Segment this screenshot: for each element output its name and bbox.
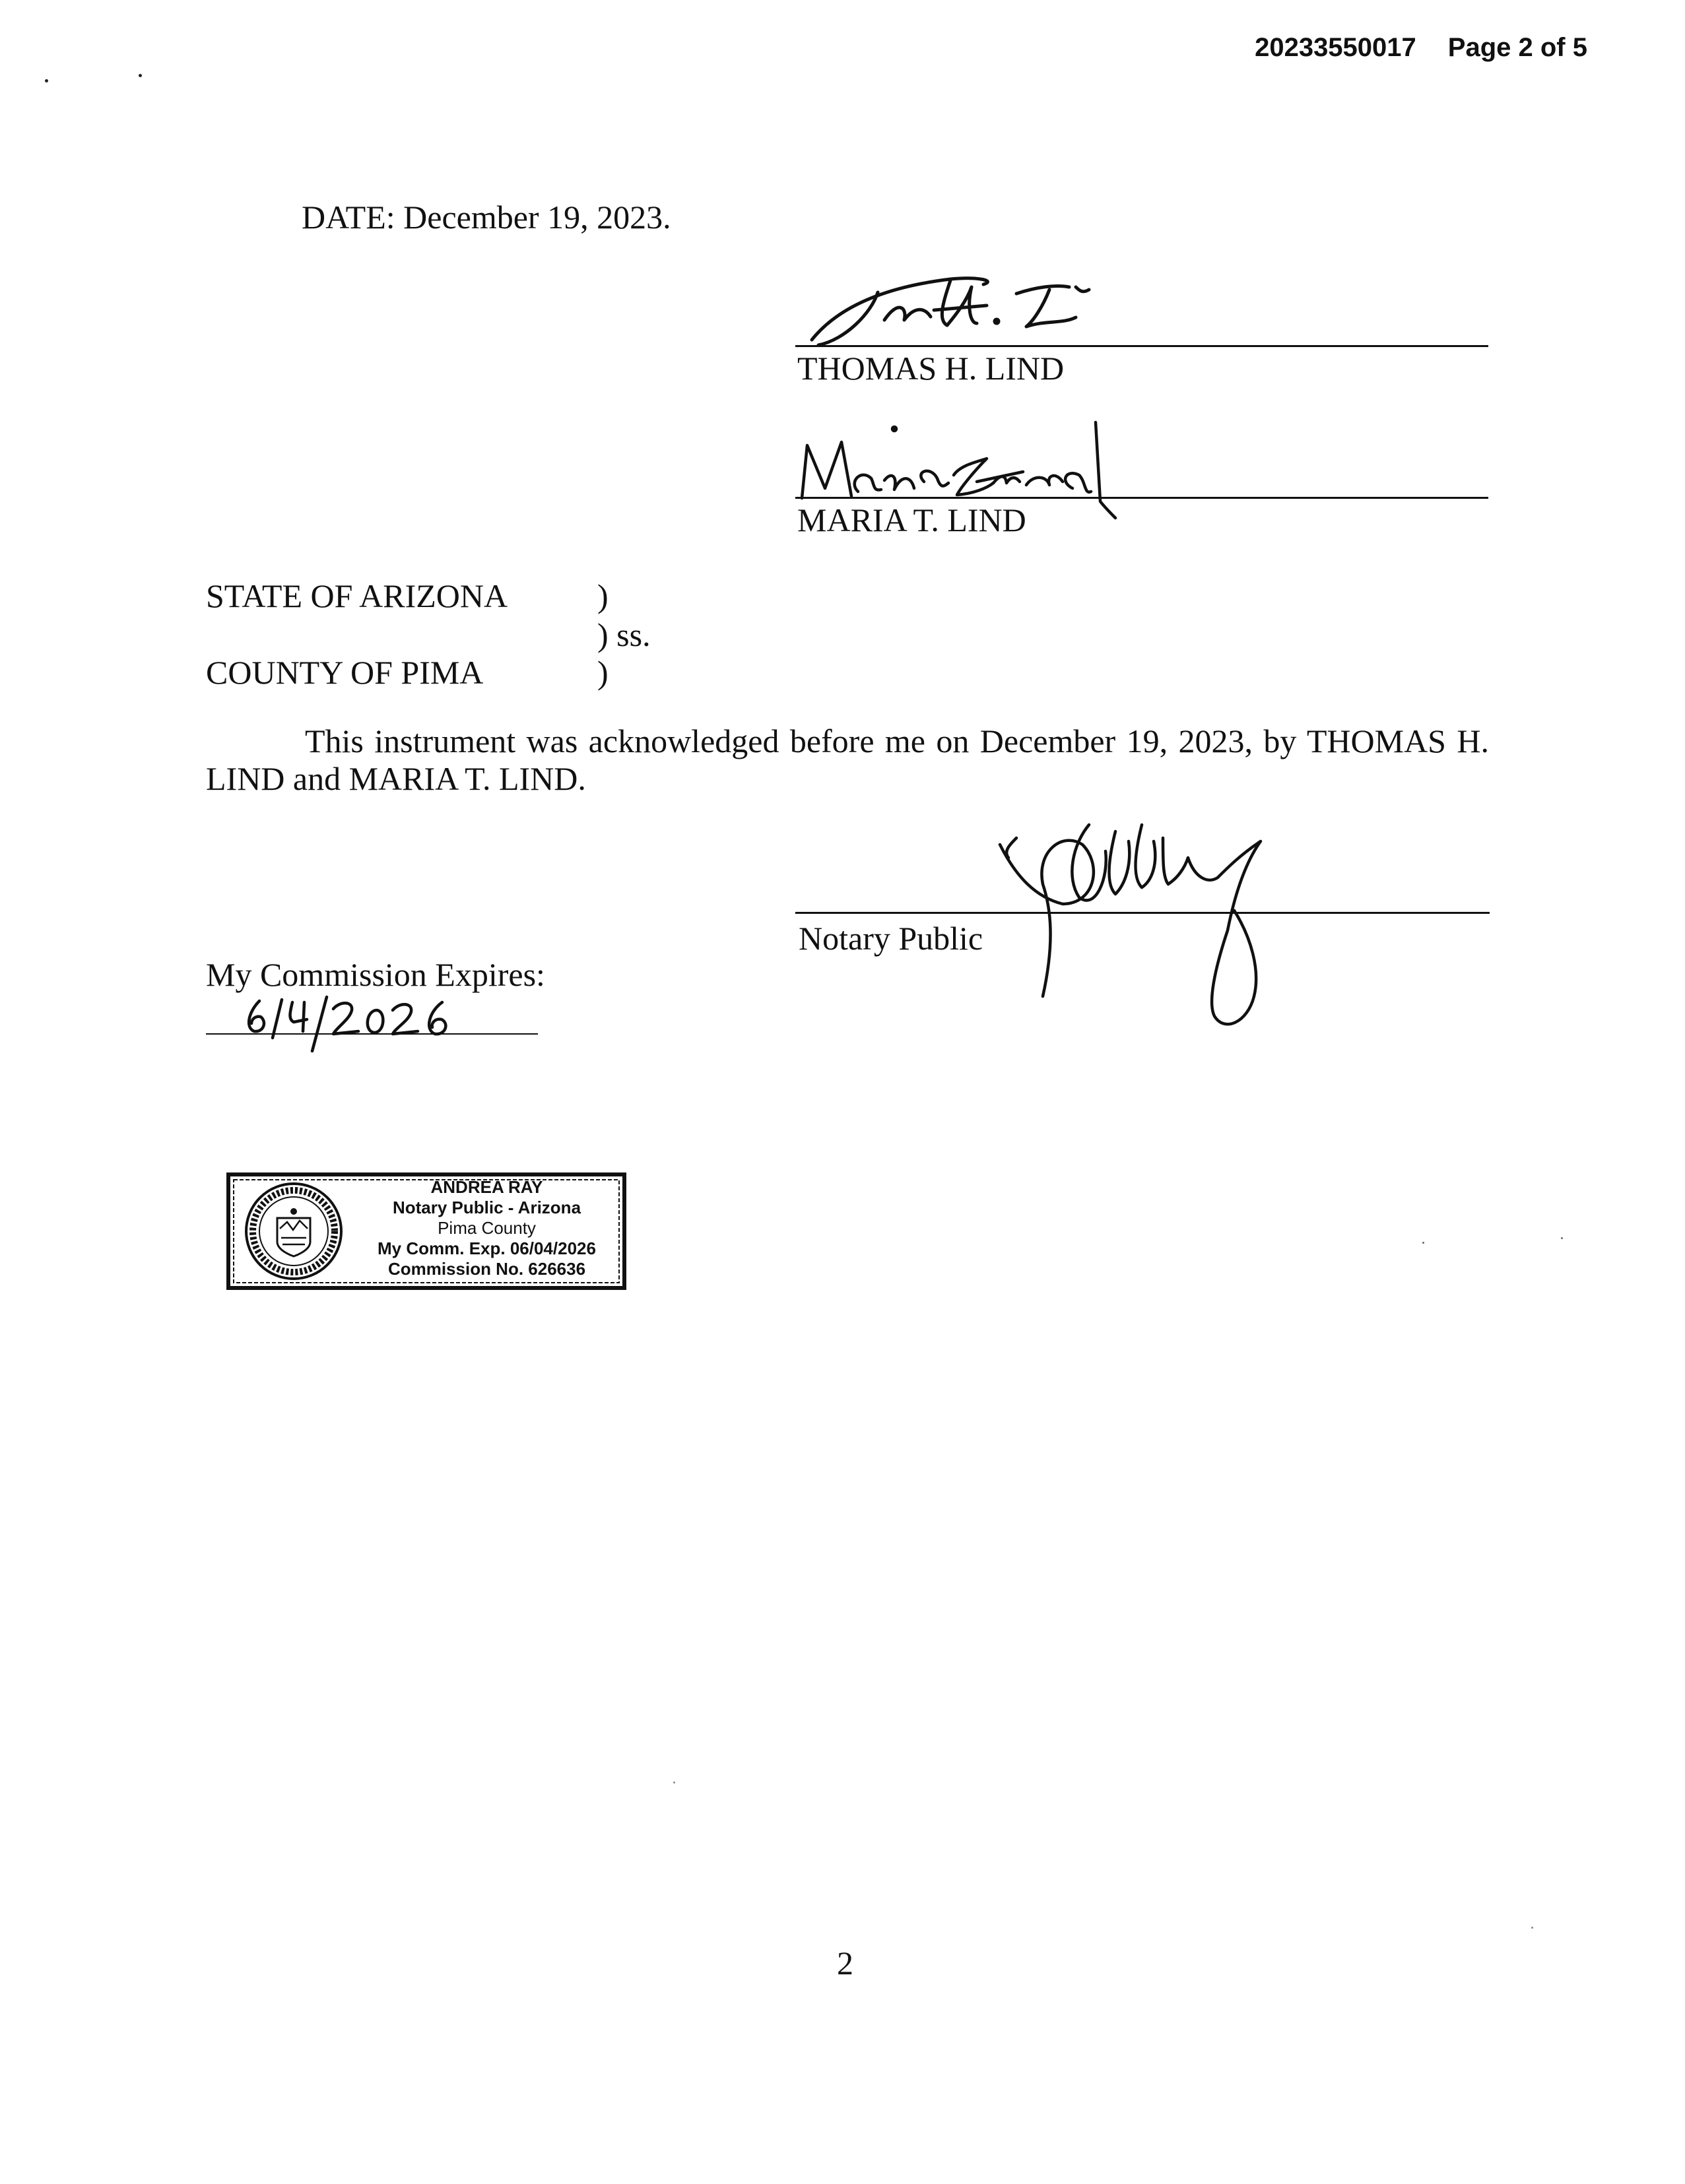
notary-public-label: Notary Public (799, 920, 983, 957)
signature-line-thomas (795, 345, 1488, 347)
arizona-seal-icon (246, 1184, 341, 1279)
notary-stamp (224, 1169, 629, 1293)
page-number: 2 (837, 1944, 853, 1981)
notary-stamp-text (356, 1177, 617, 1279)
venue-paren-bottom: ) (597, 654, 609, 691)
venue-county: COUNTY OF PIMA (206, 654, 484, 691)
venue-paren-top: ) (597, 577, 609, 614)
commission-expiration-handwritten (241, 993, 479, 1052)
stamp-commission-expiration: My Comm. Exp. 06/04/2026 (378, 1238, 596, 1258)
signature-line-maria (795, 497, 1488, 499)
scan-speck (1531, 1927, 1533, 1929)
scan-speck (45, 79, 48, 82)
date-line: DATE: December 19, 2023. (302, 199, 671, 236)
recording-header (1255, 33, 1587, 63)
stamp-notary-name: ANDREA RAY (430, 1177, 543, 1197)
scan-speck (1561, 1237, 1563, 1239)
venue-ss: ) ss. (597, 616, 651, 653)
scan-speck (139, 74, 142, 77)
stamp-county: Pima County (438, 1218, 536, 1238)
stamp-commission-number: Commission No. 626636 (387, 1259, 586, 1279)
venue-state: STATE OF ARIZONA (206, 577, 508, 614)
acknowledgment-paragraph: This instrument was acknowledged before me on December 19, 2023, by THOMAS H. LIND and MARIA T. LIND. (206, 723, 1489, 797)
signer-name-thomas: THOMAS H. LIND (797, 350, 1065, 387)
stamp-notary-title: Notary Public - Arizona (392, 1198, 581, 1217)
commission-expiration-line (206, 1033, 538, 1035)
notary-signature (990, 805, 1320, 1049)
signature-line-notary (795, 912, 1490, 914)
scan-speck (1422, 1242, 1424, 1244)
document-number: 20233550017 (1255, 33, 1416, 62)
signer-name-maria: MARIA T. LIND (797, 501, 1026, 538)
signature-thomas-lind (799, 261, 1129, 353)
scan-speck (673, 1782, 675, 1783)
commission-expires-label: My Commission Expires: (206, 956, 545, 993)
page-indicator: Page 2 of 5 (1447, 33, 1587, 62)
